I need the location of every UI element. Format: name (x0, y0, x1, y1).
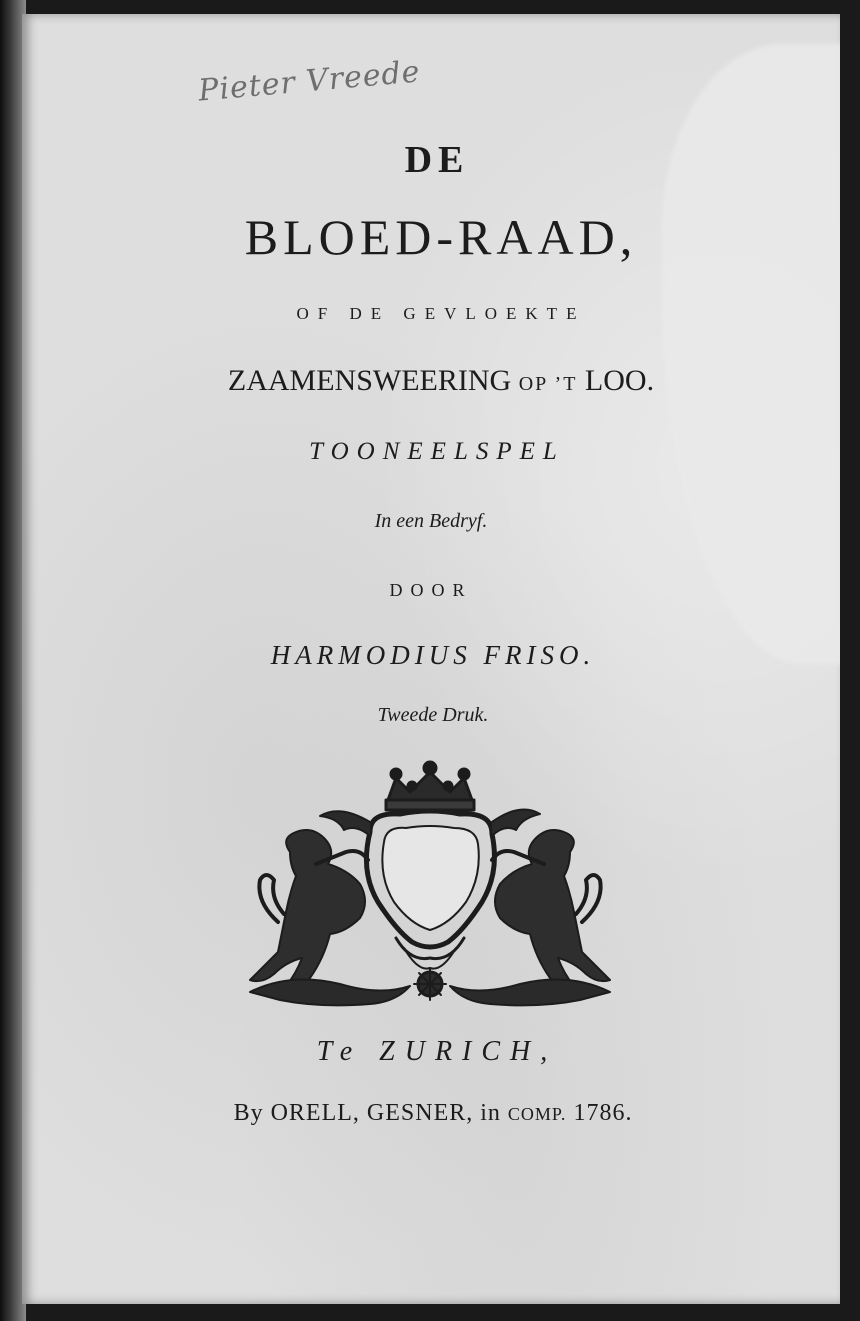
ownership-signature: Pieter Vreede (196, 54, 422, 109)
printer-comp: COMP. (507, 1104, 567, 1124)
acts-line: In een Bedryf. (374, 510, 488, 532)
by-line: DOOR (389, 580, 473, 600)
genre-line: TOONEELSPEL (309, 438, 565, 465)
main-title: BLOED-RAAD, (244, 209, 638, 265)
title-page (22, 14, 840, 1304)
subtitle-line-2 (32, 364, 840, 398)
place-line: Te ZURICH, (316, 1036, 558, 1067)
author-name: HARMODIUS FRISO. (270, 640, 596, 670)
printer-year: 1786. (573, 1100, 633, 1126)
title-article: DE (404, 139, 470, 181)
coat-of-arms-icon (220, 752, 640, 1012)
subtitle-place-word: LOO. (584, 364, 655, 397)
printer-name: By ORELL, GESNER, in (233, 1100, 501, 1126)
printer-line (24, 1100, 840, 1127)
subtitle-op-word: OP ’T (518, 373, 578, 395)
subtitle-line-1: OF DE GEVLOEKTE (296, 304, 586, 323)
paper-stain (662, 44, 840, 664)
subtitle-main-word: ZAAMENSWEERING (227, 364, 512, 397)
edition-line: Tweede Druk. (377, 704, 489, 726)
